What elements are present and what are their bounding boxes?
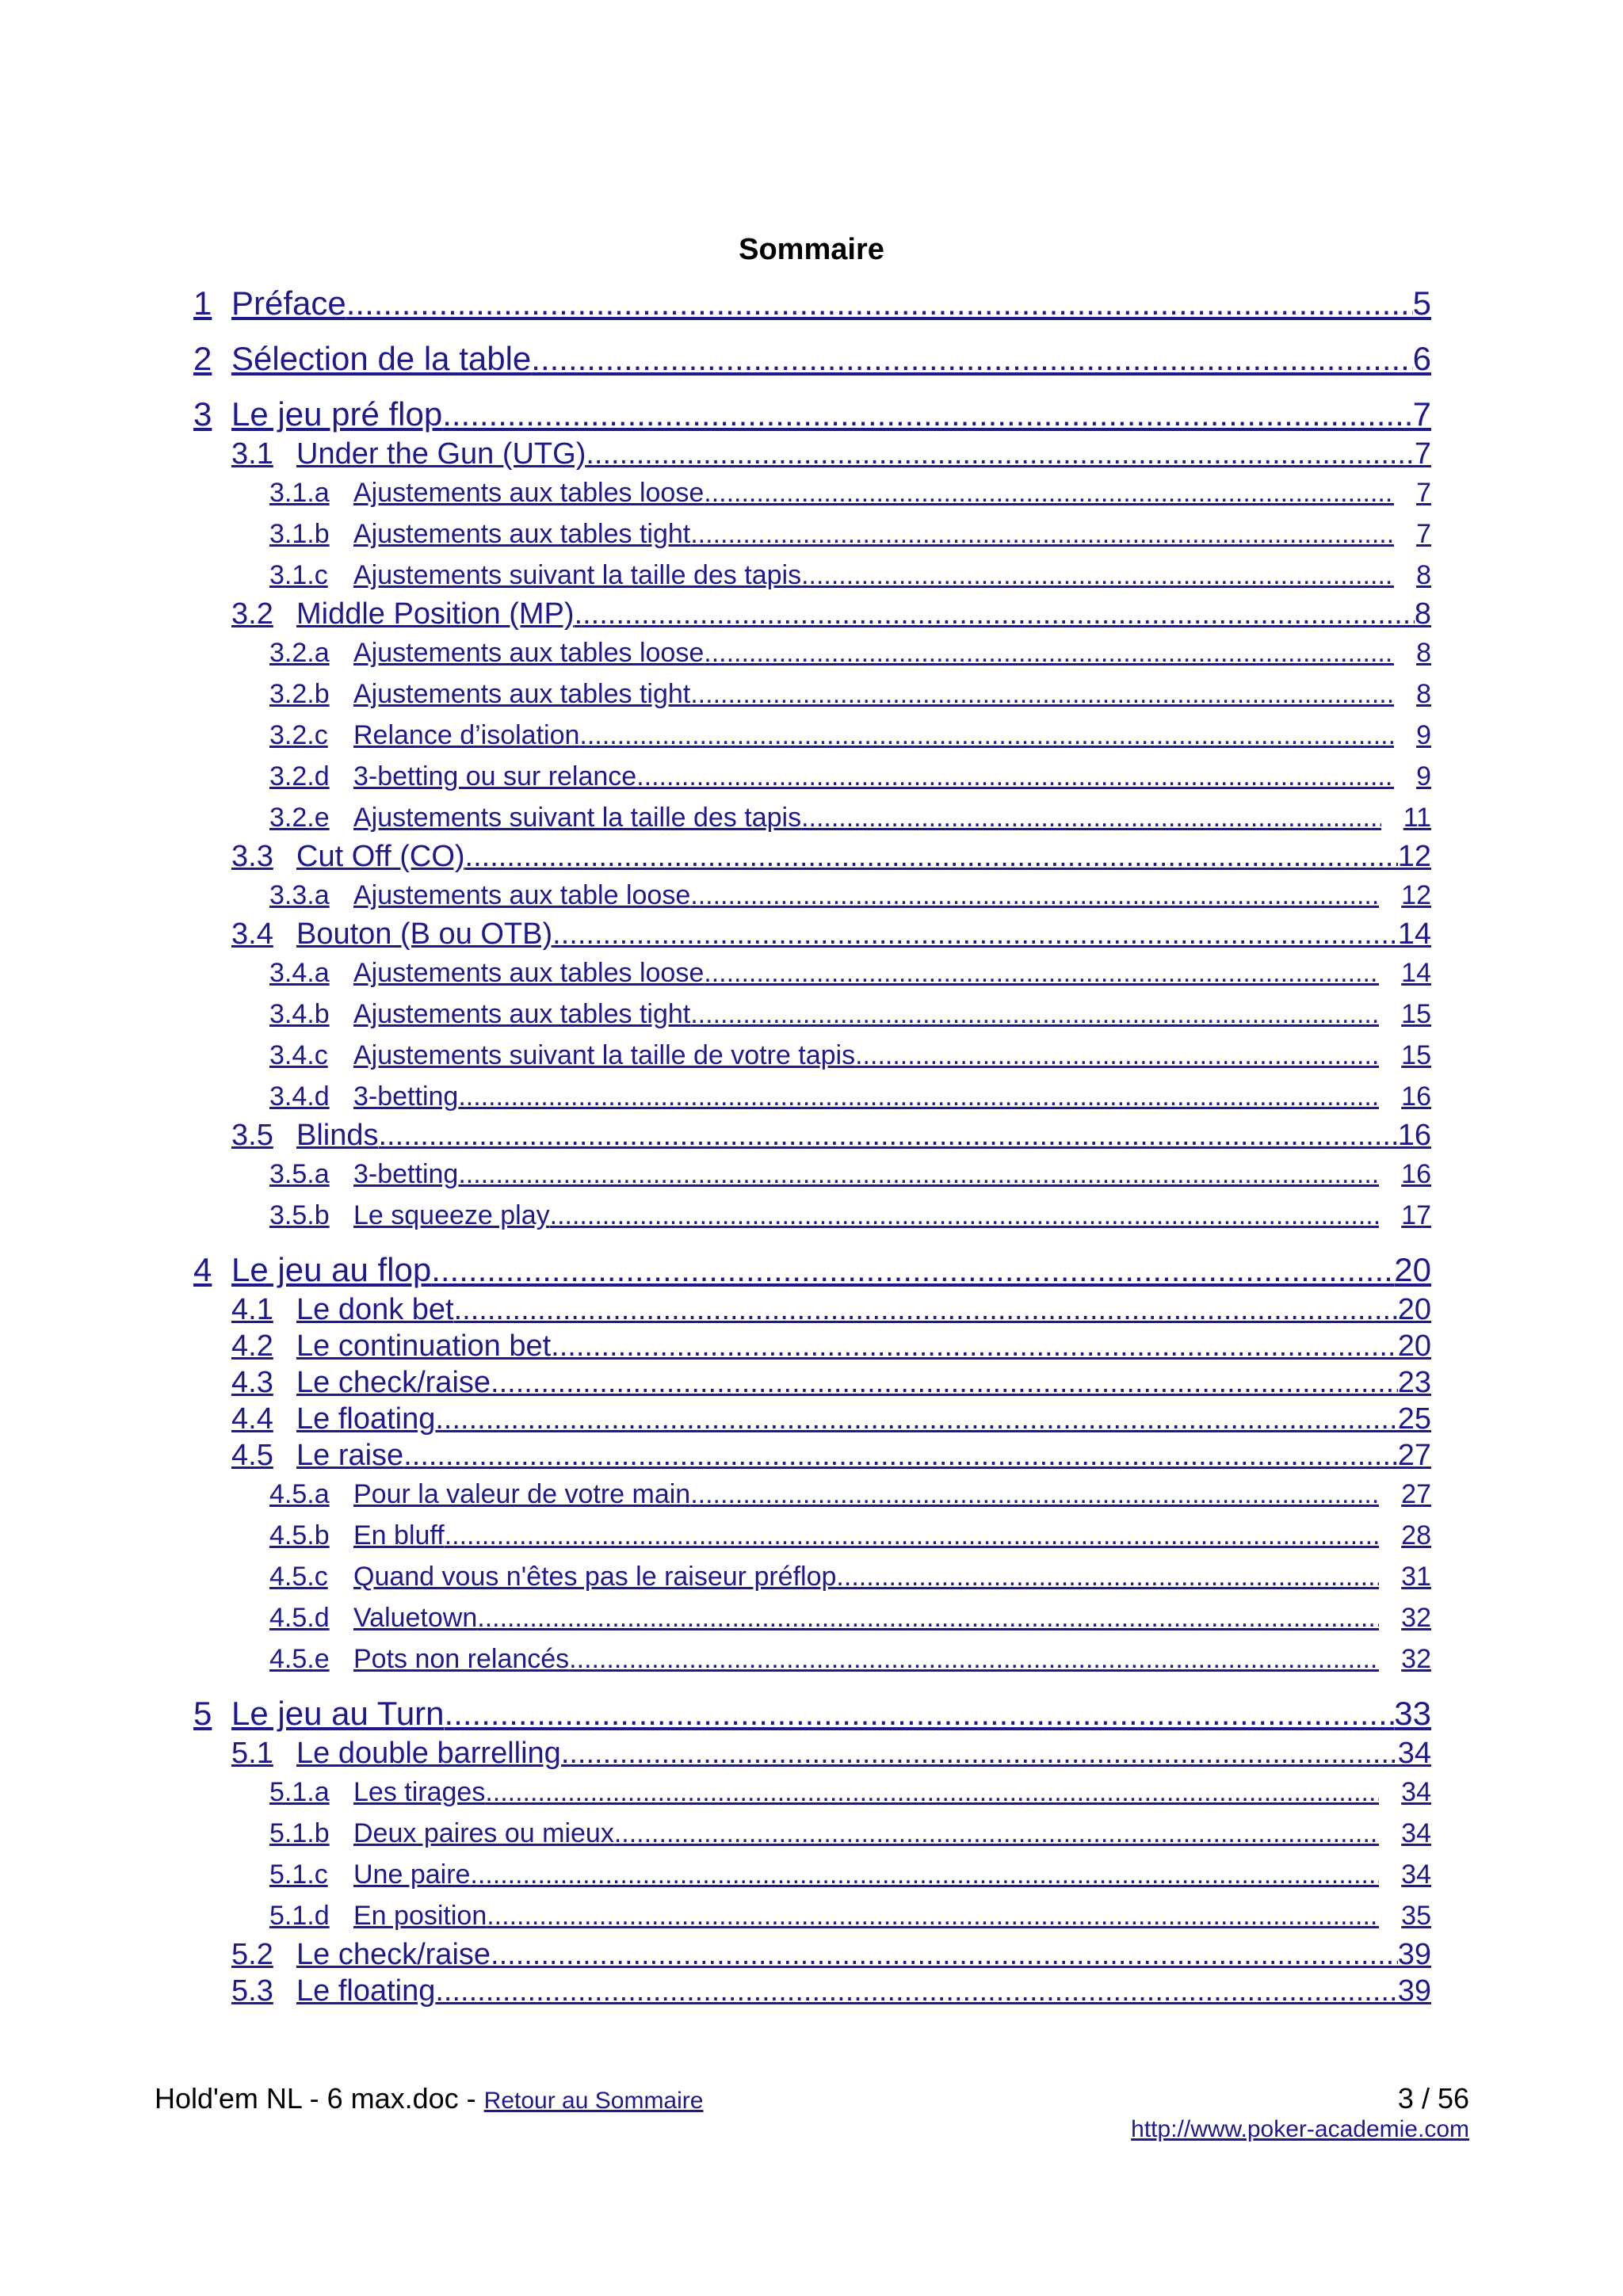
toc-entry-number: 3.2.e — [269, 803, 330, 833]
toc-entry-label: 3-betting ou sur relance — [353, 761, 637, 791]
toc-entry-label: Préface — [231, 284, 346, 322]
toc-entry-4[interactable] — [193, 1249, 1431, 1291]
toc-entry-4-2[interactable] — [193, 1328, 1431, 1364]
toc-entry-page: 16 — [1401, 1159, 1431, 1189]
toc-entry-3-2[interactable] — [193, 596, 1431, 632]
toc-entry-number: 3.1.b — [269, 519, 330, 549]
toc-entry-page: 6 — [1412, 340, 1431, 377]
toc-entry-page: 16 — [1397, 1119, 1431, 1152]
toc-entry-number: 3.4.a — [269, 958, 330, 988]
toc-entry-3-1-b[interactable] — [193, 513, 1431, 555]
toc-entry-page: 20 — [1397, 1329, 1431, 1363]
toc-entry-label: Blinds — [296, 1119, 379, 1152]
page-title: Sommaire — [739, 233, 884, 266]
toc-entry-label: Ajustements aux tables tight — [353, 679, 691, 709]
toc-entry-label: Ajustements suivant la taille de votre tapis — [353, 1040, 856, 1070]
toc-entry-number: 5.1 — [231, 1737, 273, 1770]
toc-entry-number: 3.5.a — [269, 1159, 330, 1189]
toc-entry-label: Le jeu pré flop — [231, 395, 443, 433]
toc-entry-page: 34 — [1401, 1818, 1431, 1848]
toc-entry-label: Sélection de la table — [231, 340, 532, 377]
toc-dot-leader — [586, 436, 1415, 472]
toc-entry-page: 12 — [1401, 880, 1431, 910]
toc-entry-page: 32 — [1401, 1644, 1431, 1674]
toc-entry-4-5-c[interactable] — [193, 1556, 1431, 1597]
toc-entry-number: 4.5.c — [269, 1562, 328, 1592]
toc-entry-4-5-e[interactable] — [193, 1638, 1431, 1680]
toc-dot-leader — [561, 1735, 1398, 1772]
page-indicator: 3 / 56 — [1397, 2082, 1469, 2115]
toc-entry-number: 4.3 — [231, 1366, 273, 1399]
toc-entry-page: 15 — [1401, 999, 1431, 1029]
toc-entry-5[interactable] — [193, 1692, 1431, 1735]
toc-entry-label: Relance d’isolation — [353, 720, 580, 750]
back-to-summary-link[interactable]: Retour au Sommaire — [483, 2088, 704, 2114]
toc-entry-1[interactable] — [193, 282, 1431, 325]
toc-dot-leader — [431, 1249, 1394, 1291]
toc-entry-page: 7 — [1416, 478, 1431, 508]
toc-entry-number: 4.4 — [231, 1402, 273, 1436]
toc-entry-page: 39 — [1397, 1974, 1431, 2008]
toc-entry-3-3[interactable] — [193, 838, 1431, 875]
toc-entry-number: 4.5.a — [269, 1479, 330, 1509]
toc-dot-leader — [485, 1772, 1379, 1813]
toc-entry-label: Les tirages — [353, 1777, 486, 1807]
toc-entry-number: 1 — [193, 284, 212, 322]
toc-entry-page: 32 — [1401, 1603, 1431, 1633]
toc-entry-page: 34 — [1401, 1859, 1431, 1890]
toc-entry-page: 31 — [1401, 1562, 1431, 1592]
toc-entry-label: Ajustements aux table loose — [353, 880, 691, 910]
toc-entry-4-5[interactable] — [193, 1437, 1431, 1474]
toc-entry-label: Ajustements suivant la taille des tapis — [353, 803, 802, 833]
toc-entry-page: 17 — [1401, 1200, 1431, 1230]
toc-entry-number: 4.5.b — [269, 1520, 330, 1550]
toc-entry-4-4[interactable] — [193, 1401, 1431, 1437]
toc-dot-leader — [470, 1854, 1379, 1895]
toc-entry-5-1-b[interactable] — [193, 1813, 1431, 1854]
toc-dot-leader — [636, 756, 1394, 797]
toc-entry-page: 8 — [1416, 638, 1431, 668]
toc-entry-3-2-d[interactable] — [193, 756, 1431, 797]
toc-entry-3-4-c[interactable] — [193, 1035, 1431, 1076]
toc-entry-label: Le raise — [296, 1439, 404, 1472]
toc-entry-label: Le jeu au flop — [231, 1251, 432, 1288]
toc-entry-page: 20 — [1394, 1251, 1431, 1288]
toc-dot-leader — [704, 472, 1394, 513]
toc-entry-page: 8 — [1414, 597, 1431, 631]
toc-entry-3-1-c[interactable] — [193, 555, 1431, 596]
toc-entry-3-4-d[interactable] — [193, 1076, 1431, 1117]
toc-entry-label: Pots non relancés — [353, 1644, 570, 1674]
toc-dot-leader — [550, 1195, 1380, 1236]
toc-entry-number: 3.3 — [231, 840, 273, 873]
toc-entry-page: 9 — [1416, 761, 1431, 791]
toc-entry-3-3-a[interactable] — [193, 875, 1431, 916]
toc-entry-label: Middle Position (MP) — [296, 597, 575, 631]
toc-dot-leader — [704, 952, 1379, 994]
toc-entry-number: 4.2 — [231, 1329, 273, 1363]
toc-entry-number: 3.1 — [231, 437, 273, 471]
toc-dot-leader — [690, 875, 1379, 916]
toc-entry-page: 12 — [1397, 840, 1431, 873]
toc-entry-3-1[interactable] — [193, 436, 1431, 472]
toc-dot-leader — [491, 1936, 1398, 1973]
toc-entry-label: Cut Off (CO) — [296, 840, 465, 873]
toc-entry-label: Ajustements aux tables loose — [353, 478, 705, 508]
toc-dot-leader — [552, 916, 1398, 952]
toc-entry-label: Le jeu au Turn — [231, 1695, 445, 1732]
toc-entry-5-1[interactable] — [193, 1735, 1431, 1772]
toc-dot-leader — [435, 1973, 1397, 2009]
toc-entry-number: 5 — [193, 1695, 212, 1732]
toc-entry-4-1[interactable] — [193, 1291, 1431, 1328]
toc-entry-label: Le floating — [296, 1974, 436, 2008]
toc-dot-leader — [454, 1291, 1398, 1328]
toc-entry-5-1-d[interactable] — [193, 1895, 1431, 1936]
toc-entry-page: 16 — [1401, 1081, 1431, 1112]
toc-entry-page: 8 — [1416, 560, 1431, 590]
toc-entry-3-5-b[interactable] — [193, 1195, 1431, 1236]
toc-entry-page: 7 — [1416, 519, 1431, 549]
toc-entry-page: 27 — [1401, 1479, 1431, 1509]
toc-entry-number: 3.5 — [231, 1119, 273, 1152]
toc-entry-label: Le continuation bet — [296, 1329, 552, 1363]
toc-entry-number: 3.4 — [231, 917, 273, 951]
toc-entry-3-5-a[interactable] — [193, 1154, 1431, 1195]
footer-left — [155, 2081, 703, 2119]
toc-entry-number: 3.4.c — [269, 1040, 328, 1070]
toc-entry-number: 3.3.a — [269, 880, 330, 910]
toc-entry-number: 4.5.d — [269, 1603, 330, 1633]
toc-entry-4-5-d[interactable] — [193, 1597, 1431, 1638]
toc-entry-label: Quand vous n'êtes pas le raiseur préflop — [353, 1562, 837, 1592]
toc-entry-3-5[interactable] — [193, 1117, 1431, 1154]
toc-entry-label: Under the Gun (UTG) — [296, 437, 586, 471]
toc-entry-label: Le squeeze play — [353, 1200, 550, 1230]
footer-doc-name: Hold'em NL - 6 max.doc - — [155, 2082, 484, 2115]
toc-entry-3-2-b[interactable] — [193, 673, 1431, 715]
toc-entry-3-4-b[interactable] — [193, 994, 1431, 1035]
toc-dot-leader — [435, 1401, 1397, 1437]
toc-entry-5-2[interactable] — [193, 1936, 1431, 1973]
toc-entry-label: Le check/raise — [296, 1366, 491, 1399]
toc-entry-label: En position — [353, 1901, 487, 1931]
toc-entry-label: Pour la valeur de votre main — [353, 1479, 691, 1509]
toc-dot-leader — [531, 338, 1412, 380]
toc-dot-leader — [491, 1364, 1398, 1401]
toc-entry-label: Ajustements aux tables tight — [353, 999, 691, 1029]
toc-entry-label: Une paire — [353, 1859, 471, 1890]
toc-dot-leader — [487, 1895, 1379, 1936]
toc-entry-page: 35 — [1401, 1901, 1431, 1931]
toc-dot-leader — [458, 1076, 1379, 1117]
toc-entry-label: 3-betting — [353, 1081, 459, 1112]
toc-dot-leader — [458, 1154, 1379, 1195]
toc-entry-4-5-b[interactable] — [193, 1515, 1431, 1556]
toc-dot-leader — [801, 555, 1394, 596]
toc-entry-label: Deux paires ou mieux — [353, 1818, 614, 1848]
toc-dot-leader — [477, 1597, 1379, 1638]
toc-dot-leader — [575, 596, 1415, 632]
toc-entry-number: 5.1.d — [269, 1901, 330, 1931]
toc-entry-label: En bluff — [353, 1520, 445, 1550]
toc-entry-4-3[interactable] — [193, 1364, 1431, 1401]
toc-entry-label: Ajustements aux tables tight — [353, 519, 691, 549]
toc-entry-number: 2 — [193, 340, 212, 377]
toc-entry-label: Bouton (B ou OTB) — [296, 917, 553, 951]
toc-entry-number: 3.2 — [231, 597, 273, 631]
toc-entry-page: 27 — [1397, 1439, 1431, 1472]
toc-entry-number: 5.1.a — [269, 1777, 330, 1807]
toc-entry-label: Ajustements aux tables loose — [353, 638, 705, 668]
toc-entry-5-1-c[interactable] — [193, 1854, 1431, 1895]
toc-dot-leader — [836, 1556, 1379, 1597]
toc-dot-leader — [346, 282, 1413, 325]
toc-entry-label: Ajustements aux tables loose — [353, 958, 705, 988]
toc-dot-leader — [442, 393, 1412, 436]
toc-entry-label: Le floating — [296, 1402, 436, 1436]
toc-entry-5-1-a[interactable] — [193, 1772, 1431, 1813]
toc-entry-3-4-a[interactable] — [193, 952, 1431, 994]
toc-entry-label: Ajustements suivant la taille des tapis — [353, 560, 802, 590]
website-link[interactable]: http://www.poker-academie.com — [1131, 2116, 1469, 2142]
toc-entry-page: 8 — [1416, 679, 1431, 709]
toc-entry-number: 3.5.b — [269, 1200, 330, 1230]
toc-entry-3[interactable] — [193, 393, 1431, 436]
toc-entry-page: 28 — [1401, 1520, 1431, 1550]
toc-entry-page: 11 — [1403, 803, 1431, 833]
toc-entry-number: 3.1.c — [269, 560, 328, 590]
toc-entry-number: 3.2.c — [269, 720, 328, 750]
toc-entry-number: 5.1.c — [269, 1859, 328, 1890]
toc-dot-leader — [690, 513, 1394, 555]
toc-entry-number: 5.1.b — [269, 1818, 330, 1848]
toc-entry-label: Le check/raise — [296, 1938, 491, 1971]
toc-entry-number: 5.3 — [231, 1974, 273, 2008]
toc-dot-leader — [403, 1437, 1398, 1474]
toc-entry-page: 25 — [1397, 1402, 1431, 1436]
toc-entry-page: 33 — [1394, 1695, 1431, 1732]
table-of-contents — [193, 282, 1431, 2009]
toc-entry-2[interactable] — [193, 338, 1431, 380]
toc-entry-number: 4.1 — [231, 1293, 273, 1326]
toc-entry-page: 14 — [1401, 958, 1431, 988]
toc-entry-4-5-a[interactable] — [193, 1474, 1431, 1515]
toc-entry-number: 4.5 — [231, 1439, 273, 1472]
toc-entry-page: 39 — [1397, 1938, 1431, 1971]
toc-dot-leader — [690, 1474, 1379, 1515]
toc-entry-number: 3.1.a — [269, 478, 330, 508]
toc-entry-number: 3.2.b — [269, 679, 330, 709]
toc-dot-leader — [579, 715, 1394, 756]
toc-entry-page: 23 — [1397, 1366, 1431, 1399]
toc-entry-label: Valuetown — [353, 1603, 478, 1633]
toc-dot-leader — [690, 994, 1379, 1035]
toc-entry-page: 9 — [1416, 720, 1431, 750]
toc-entry-label: Le double barrelling — [296, 1737, 561, 1770]
toc-entry-page: 20 — [1397, 1293, 1431, 1326]
toc-entry-number: 3.4.b — [269, 999, 330, 1029]
toc-entry-number: 5.2 — [231, 1938, 273, 1971]
toc-entry-number: 3.2.d — [269, 761, 330, 791]
toc-entry-3-2-c[interactable] — [193, 715, 1431, 756]
toc-dot-leader — [445, 1515, 1379, 1556]
toc-entry-page: 7 — [1412, 395, 1431, 433]
toc-entry-3-4[interactable] — [193, 916, 1431, 952]
toc-entry-page: 14 — [1397, 917, 1431, 951]
toc-dot-leader — [704, 632, 1394, 673]
toc-entry-page: 7 — [1414, 437, 1431, 471]
toc-dot-leader — [379, 1117, 1398, 1154]
toc-dot-leader — [614, 1813, 1379, 1854]
toc-entry-5-3[interactable] — [193, 1973, 1431, 2009]
toc-entry-number: 3.2.a — [269, 638, 330, 668]
toc-dot-leader — [465, 838, 1398, 875]
toc-entry-label: 3-betting — [353, 1159, 459, 1189]
toc-entry-label: Le donk bet — [296, 1293, 454, 1326]
toc-dot-leader — [569, 1638, 1379, 1680]
toc-entry-number: 4.5.e — [269, 1644, 330, 1674]
toc-entry-page: 34 — [1397, 1737, 1431, 1770]
toc-dot-leader — [855, 1035, 1379, 1076]
toc-entry-page: 34 — [1401, 1777, 1431, 1807]
toc-dot-leader — [690, 673, 1394, 715]
toc-dot-leader — [445, 1692, 1395, 1735]
toc-dot-leader — [551, 1328, 1398, 1364]
toc-entry-number: 4 — [193, 1251, 212, 1288]
toc-entry-number: 3 — [193, 395, 212, 433]
toc-entry-3-2-a[interactable] — [193, 632, 1431, 673]
toc-dot-leader — [801, 797, 1381, 838]
toc-entry-page: 5 — [1412, 284, 1431, 322]
toc-entry-3-1-a[interactable] — [193, 472, 1431, 513]
toc-entry-page: 15 — [1401, 1040, 1431, 1070]
toc-entry-number: 3.4.d — [269, 1081, 330, 1112]
toc-entry-3-2-e[interactable] — [193, 797, 1431, 838]
